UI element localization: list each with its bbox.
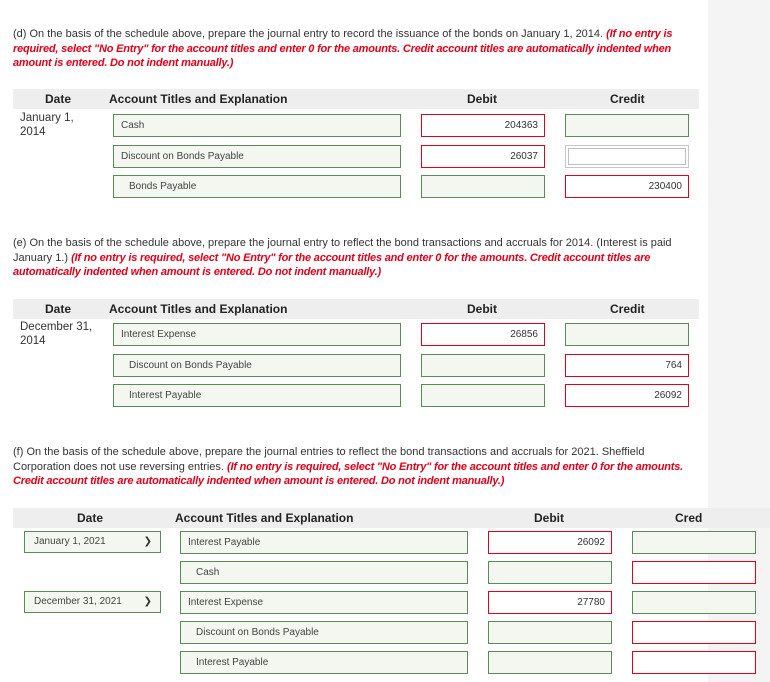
account-field[interactable]: Discount on Bonds Payable	[180, 621, 468, 644]
account-field[interactable]: Interest Payable	[113, 384, 401, 407]
question-e	[13, 236, 703, 280]
debit-field[interactable]	[488, 651, 612, 674]
credit-field[interactable]	[565, 145, 689, 168]
date-select-value: January 1, 2021	[34, 536, 106, 547]
account-field[interactable]: Interest Expense	[113, 323, 401, 346]
question-f	[13, 445, 703, 489]
table-header-d	[13, 89, 699, 109]
account-field[interactable]: Cash	[113, 114, 401, 137]
header-date: Date	[45, 92, 72, 106]
chevron-down-icon: ❯	[143, 596, 152, 607]
debit-field[interactable]: 26092	[488, 531, 612, 554]
credit-field[interactable]	[565, 323, 689, 346]
date-select-jan[interactable]	[24, 531, 161, 553]
credit-field[interactable]: 230400	[565, 175, 689, 198]
account-field[interactable]: Bonds Payable	[113, 175, 401, 198]
header-credit: Credit	[610, 302, 645, 316]
account-field[interactable]: Interest Payable	[180, 531, 468, 554]
credit-field-inner	[568, 148, 686, 165]
header-account: Account Titles and Explanation	[175, 511, 354, 525]
credit-field[interactable]	[632, 591, 756, 614]
debit-field[interactable]: 26856	[421, 323, 545, 346]
debit-field[interactable]	[421, 354, 545, 377]
chevron-down-icon: ❯	[143, 536, 152, 547]
credit-field[interactable]	[632, 651, 756, 674]
account-field[interactable]: Interest Expense	[180, 591, 468, 614]
header-debit: Debit	[467, 302, 497, 316]
debit-field[interactable]	[421, 384, 545, 407]
entry-date-e: December 31, 2014	[20, 321, 93, 347]
question-d-instruction: (If no entry is required, select "No Entry" for the account titles and enter 0 for the amounts. Credit account titles are automatically indented when amount is entered. Do not indent manually.)	[13, 28, 673, 69]
table-header-f	[13, 508, 770, 528]
credit-field[interactable]	[632, 531, 756, 554]
debit-field[interactable]: 204363	[421, 114, 545, 137]
header-account: Account Titles and Explanation	[109, 302, 288, 316]
debit-field[interactable]: 27780	[488, 591, 612, 614]
header-debit: Debit	[534, 511, 564, 525]
account-field[interactable]: Discount on Bonds Payable	[113, 145, 401, 168]
header-account: Account Titles and Explanation	[109, 92, 288, 106]
date-select-value: December 31, 2021	[34, 596, 122, 607]
account-field[interactable]: Interest Payable	[180, 651, 468, 674]
header-debit: Debit	[467, 92, 497, 106]
debit-field[interactable]: 26037	[421, 145, 545, 168]
credit-field[interactable]	[632, 621, 756, 644]
account-field[interactable]: Cash	[180, 561, 468, 584]
question-d	[13, 27, 703, 71]
question-d-text: (d) On the basis of the schedule above, prepare the journal entry to record the issuance of the bonds on January 1, 2014.	[13, 28, 604, 40]
account-field[interactable]: Discount on Bonds Payable	[113, 354, 401, 377]
date-select-dec[interactable]	[24, 591, 161, 613]
question-e-text: (e) On the basis of the schedule above, prepare the journal entry to reflect the bond transactions and accruals for 2014. (Interest is paid January 1.)	[13, 237, 672, 264]
credit-field[interactable]	[565, 114, 689, 137]
credit-field[interactable]	[632, 561, 756, 584]
header-date: Date	[77, 511, 104, 525]
question-e-instruction: (If no entry is required, select "No Entry" for the account titles and enter 0 for the amounts. Credit account titles are automatically indented when amount is entered. Do not indent manually.)	[13, 251, 651, 278]
question-f-text: (f) On the basis of the schedule above, prepare the journal entries to reflect the bond transactions and accruals for 2021. Sheffield Corporation does not use reversing entries.	[13, 446, 645, 473]
header-credit: Cred	[675, 511, 703, 525]
credit-field[interactable]: 764	[565, 354, 689, 377]
credit-field[interactable]: 26092	[565, 384, 689, 407]
entry-date-d: January 1, 2014	[20, 112, 74, 138]
debit-field[interactable]	[421, 175, 545, 198]
debit-field[interactable]	[488, 561, 612, 584]
header-date: Date	[45, 302, 72, 316]
question-f-instruction: (If no entry is required, select "No Entry" for the account titles and enter 0 for the amounts. Credit account titles are automatically indented when amount is entered. Do not indent manually.)	[13, 460, 683, 487]
header-credit: Credit	[610, 92, 645, 106]
table-header-e	[13, 299, 699, 319]
debit-field[interactable]	[488, 621, 612, 644]
